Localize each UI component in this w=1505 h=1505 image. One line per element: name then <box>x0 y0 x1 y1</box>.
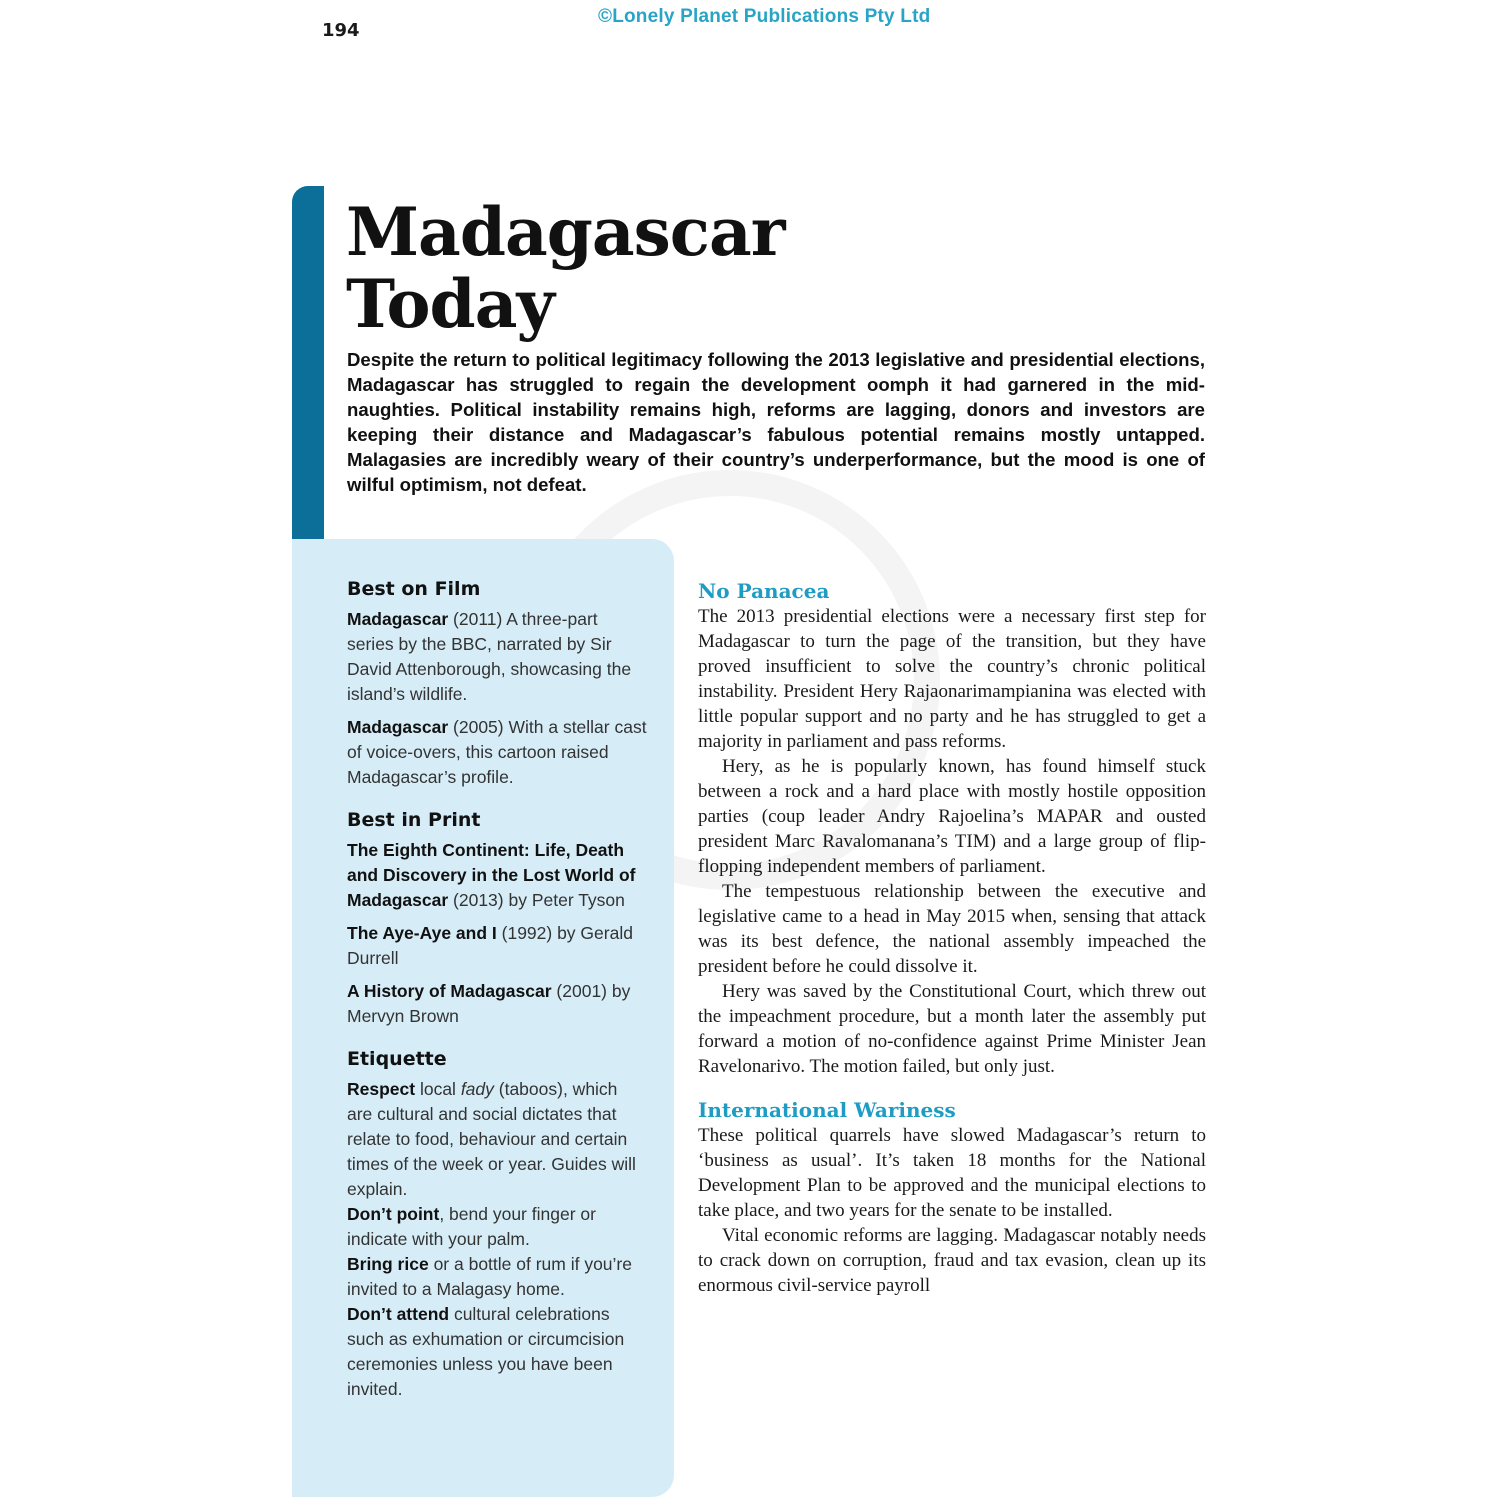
film-item-text: (2005) With a stellar cast of voice-overs, this cartoon raised Madagascar’s profile. <box>347 717 647 787</box>
chapter-title-line2: Today <box>346 265 554 343</box>
chapter-title <box>346 193 785 343</box>
film-item <box>347 607 647 707</box>
etiquette-item <box>347 1252 647 1302</box>
body-paragraph: Hery, as he is popularly known, has found himself stuck between a rock and a hard place with mostly hostile opposition parties (coup leader Andry Rajoelina’s MAPAR and ousted president Marc Ravalomanana’s TIM) and a large group of flip-flopping independent members of parliament. <box>698 756 1206 877</box>
etiquette-item <box>347 1202 647 1252</box>
print-item <box>347 838 647 913</box>
print-item-text: (2013) by Peter Tyson <box>448 890 625 910</box>
etiquette-item-text: , bend your finger or indicate with your palm. <box>347 1204 596 1249</box>
print-item-text: (2001) by Mervyn Brown <box>347 981 631 1026</box>
body-paragraph: The tempestuous relationship between the executive and legislative came to a head in May 2015 when, sensing that attack was its best defence, the national assembly impeached the president before he could dissolve it. <box>698 881 1206 977</box>
chapter-title-line1: Madagascar <box>346 193 785 271</box>
copyright-notice: ©Lonely Planet Publications Pty Ltd <box>598 6 931 27</box>
body-paragraph: Vital economic reforms are lagging. Madagascar notably needs to crack down on corruption, fraud and tax evasion, clean up its enormous civil-service payroll <box>698 1225 1206 1296</box>
chapter-accent-bar <box>292 186 324 580</box>
etiquette-item-text: or a bottle of rum if you’re invited to a Malagasy home. <box>347 1254 632 1299</box>
etiquette-item-title: Don’t point <box>347 1204 440 1224</box>
print-item <box>347 979 647 1029</box>
print-item-title: A History of Madagascar <box>347 981 552 1001</box>
etiquette-item-title: Bring rice <box>347 1254 429 1274</box>
sidebar-heading-print: Best in Print <box>347 809 481 831</box>
etiquette-item <box>347 1077 647 1202</box>
intro-paragraph: Despite the return to political legitimacy following the 2013 legislative and presidential elections, Madagascar has struggled to regain the development oomph it had garnered in the mid-naughties. Political instability remains high, reforms are lagging, donors and investors are keeping their distance and Madagascar’s fabulous potential remains mostly untapped. Malagasies are incredibly weary of their country’s underperformance, but the mood is one of wilful optimism, not defeat. <box>347 349 1205 495</box>
etiquette-item-text: cultural celebrations such as exhumation or circumcision ceremonies unless you have been invited. <box>347 1304 625 1399</box>
film-item <box>347 715 647 790</box>
print-item-title: The Eighth Continent: Life, Death and Discovery in the Lost World of Madagascar <box>347 840 636 910</box>
etiquette-item-term: fady <box>460 1079 494 1099</box>
sidebar-content <box>347 577 647 1402</box>
page-number: 194 <box>322 20 360 41</box>
section-heading-international-wariness: International Wariness <box>698 1098 956 1122</box>
film-item-title: Madagascar <box>347 717 449 737</box>
etiquette-item-text: local <box>415 1079 461 1099</box>
body-paragraph: The 2013 presidential elections were a necessary first step for Madagascar to turn the page of the transition, but they have proved insufficient to solve the country’s chronic political instability. President Hery Rajaonarimampianina was elected with little popular support and no party and he has struggled to get a majority in parliament and pass reforms. <box>698 606 1206 752</box>
etiquette-item <box>347 1302 647 1402</box>
main-text-column <box>698 578 1206 1298</box>
etiquette-item-title: Respect <box>347 1079 416 1099</box>
film-item-title: Madagascar <box>347 609 449 629</box>
film-item-text: (2011) A three-part series by the BBC, narrated by Sir David Attenborough, showcasing the island’s wildlife. <box>347 609 632 704</box>
print-item <box>347 921 647 971</box>
sidebar-heading-etiquette: Etiquette <box>347 1048 447 1070</box>
etiquette-item-title: Don’t attend <box>347 1304 450 1324</box>
print-item-title: The Aye-Aye and I <box>347 923 497 943</box>
sidebar-heading-film: Best on Film <box>347 578 481 600</box>
etiquette-item-text: (taboos), which are cultural and social dictates that relate to food, behaviour and certain times of the week or year. Guides will explain. <box>347 1079 636 1199</box>
section-heading-no-panacea: No Panacea <box>698 579 830 603</box>
print-item-text: (1992) by Gerald Durrell <box>347 923 633 968</box>
body-paragraph: Hery was saved by the Constitutional Court, which threw out the impeachment procedure, but a month later the assembly put forward a motion of no-confidence against Prime Minister Jean Ravelonarivo. The motion failed, but only just. <box>698 981 1206 1077</box>
body-paragraph: These political quarrels have slowed Madagascar’s return to ‘business as usual’. It’s taken 18 months for the National Development Plan to be approved and the municipal elections to take place, and two years for the senate to be installed. <box>698 1125 1206 1221</box>
